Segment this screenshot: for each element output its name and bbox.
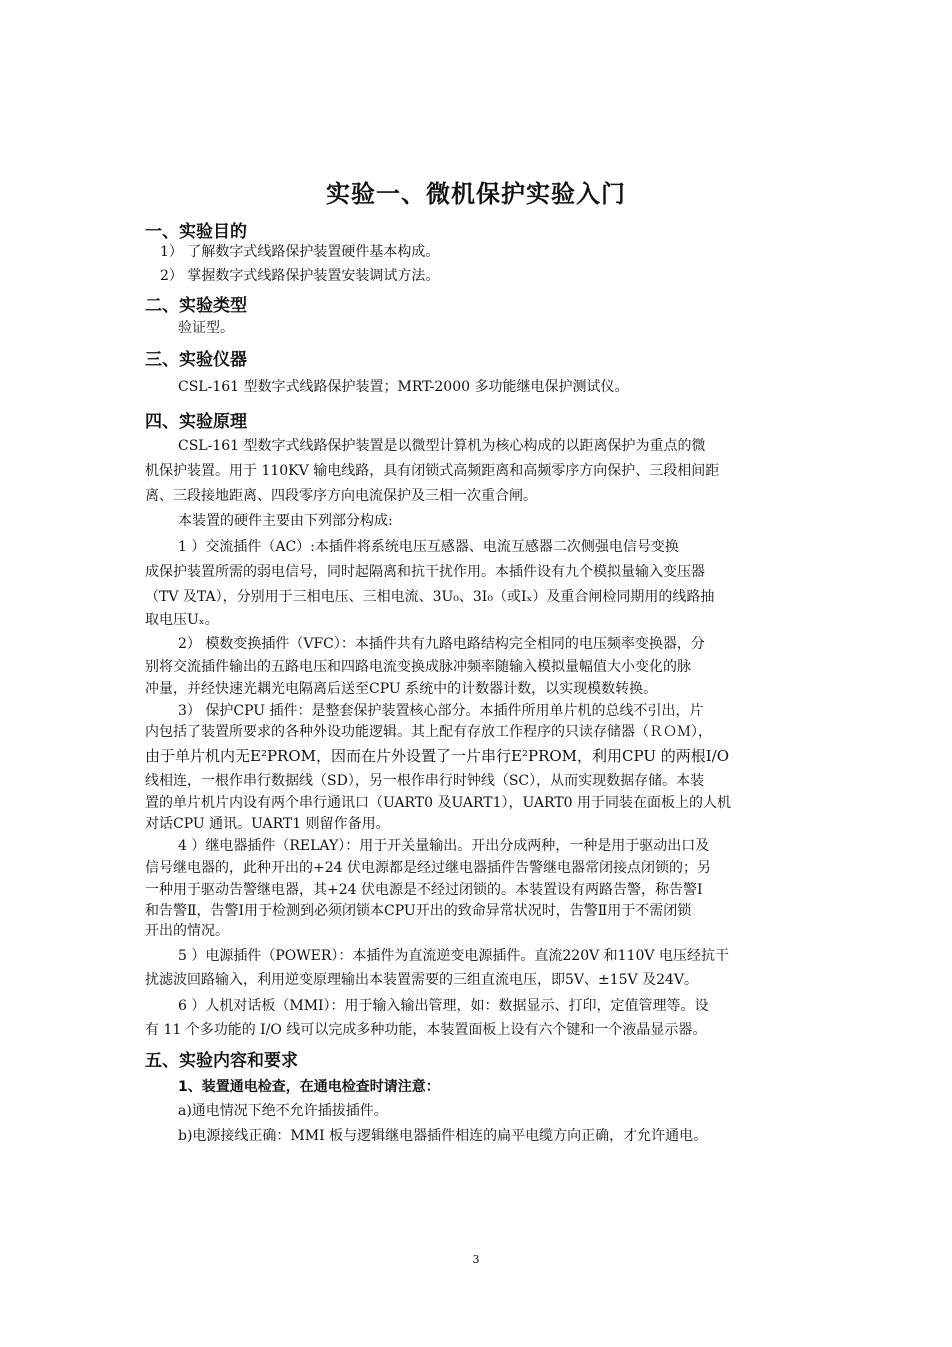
principle-line: 3） 保护CPU 插件：是整套保护装置核心部分。本插件所用单片机的总线不引出，片 <box>178 703 704 719</box>
content-line: a)通电情况下绝不允许插拔插件。 <box>178 1103 388 1119</box>
principle-line: 1 ）交流插件（AC）:本插件将系统电压互感器、电流互感器二次侧强电信号变换 <box>178 539 679 555</box>
purpose-item: 2） 掌握数字式线路保护装置安装调试方法。 <box>160 268 440 284</box>
principle-line: 扰滤波回路输入，利用逆变原理输出本装置需要的三组直流电压，即5V、±15V 及24V。 <box>145 972 699 988</box>
principle-line: 6 ）人机对话板（MMI）：用于输入输出管理，如：数据显示、打印，定值管理等。设 <box>178 998 709 1014</box>
principle-line: 和告警Ⅱ，告警Ⅰ用于检测到必须闭锁本CPU开出的致命异常状况时，告警Ⅱ用于不需闭锁 <box>145 903 692 919</box>
principle-line: 别将交流插件输出的五路电压和四路电流变换成脉冲频率随输入模拟量幅值大小变化的脉 <box>145 659 691 675</box>
principle-line: 一种用于驱动告警继电器，其+24 伏电源是不经过闭锁的。本装置设有两路告警，称告警Ⅰ <box>145 882 703 898</box>
principle-line: 4 ）继电器插件（RELAY）：用于开关量输出。开出分成两种，一种是用于驱动出口及 <box>178 838 710 854</box>
principle-line: 有 11 个多功能的 I/O 线可以完成多种功能，本装置面板上设有六个键和一个液晶显示器。 <box>145 1022 707 1038</box>
principle-line: 内包括了装置所要求的各种外设功能逻辑。其上配有存放工作程序的只读存储器（ＲＯＭ）， <box>145 724 712 740</box>
principle-line: 本装置的硬件主要由下列部分构成: <box>178 513 393 529</box>
section-heading-type: 二、实验类型 <box>145 296 247 316</box>
purpose-item: 1） 了解数字式线路保护装置硬件基本构成。 <box>160 244 440 260</box>
principle-line: 取电压Uₓ。 <box>145 612 219 628</box>
sub-heading-power-check: 1、装置通电检查，在通电检查时请注意： <box>178 1079 440 1095</box>
principle-line: （TV 及TA），分别用于三相电压、三相电流、3U₀、3I₀（或Iₓ）及重合闸检同期用的线路抽 <box>145 589 715 605</box>
principle-line: 信号继电器的，此种开出的+24 伏电源都是经过继电器插件告警继电器常闭接点闭锁的；另 <box>145 860 711 876</box>
section-heading-purpose: 一、实验目的 <box>145 222 247 242</box>
section-heading-content: 五、实验内容和要求 <box>145 1051 298 1071</box>
page-title: 实验一、微机保护实验入门 <box>326 180 626 208</box>
section-heading-equipment: 三、实验仪器 <box>145 350 247 370</box>
principle-line: 离、三段接地距离、四段零序方向电流保护及三相一次重合闸。 <box>145 488 537 504</box>
equipment-text: CSL-161 型数字式线路保护装置；MRT-2000 多功能继电保护测试仪。 <box>178 379 629 395</box>
type-text: 验证型。 <box>178 320 234 336</box>
principle-line: 线相连，一根作串行数据线（SD），另一根作串行时钟线（SC），从而实现数据存储。本装 <box>145 773 705 789</box>
principle-line: 由于单片机内无E²PROM，因而在片外设置了一片串行E²PROM，利用CPU 的两根I/O <box>145 747 730 765</box>
principle-line: 成保护装置所需的弱电信号，同时起隔离和抗干扰作用。本插件设有九个模拟量输入变压器 <box>145 564 705 580</box>
principle-line: 置的单片机片内设有两个串行通讯口（UART0 及UART1），UART0 用于同装在面板上的人机 <box>145 795 731 811</box>
principle-line: CSL-161 型数字式线路保护装置是以微型计算机为核心构成的以距离保护为重点的微 <box>178 438 706 454</box>
page-number: 3 <box>472 1253 480 1266</box>
principle-line: 机保护装置。用于 110KV 输电线路，具有闭锁式高频距离和高频零序方向保护、三段相间距 <box>145 463 720 479</box>
principle-line: 对话CPU 通讯。UART1 则留作备用。 <box>145 816 390 832</box>
principle-line: 5 ）电源插件（POWER）：本插件为直流逆变电源插件。直流220V 和110V 电压经抗干 <box>178 948 729 964</box>
principle-line: 开出的情况。 <box>145 923 229 939</box>
content-line: b)电源接线正确：MMI 板与逻辑继电器插件相连的扁平电缆方向正确，才允许通电。 <box>178 1128 708 1144</box>
principle-line: 2） 模数变换插件（VFC）：本插件共有九路电路结构完全相同的电压频率变换器，分 <box>178 636 705 652</box>
section-heading-principle: 四、实验原理 <box>145 412 247 432</box>
principle-line: 冲量，并经快速光耦光电隔离后送至CPU 系统中的计数器计数，以实现模数转换。 <box>145 681 658 697</box>
